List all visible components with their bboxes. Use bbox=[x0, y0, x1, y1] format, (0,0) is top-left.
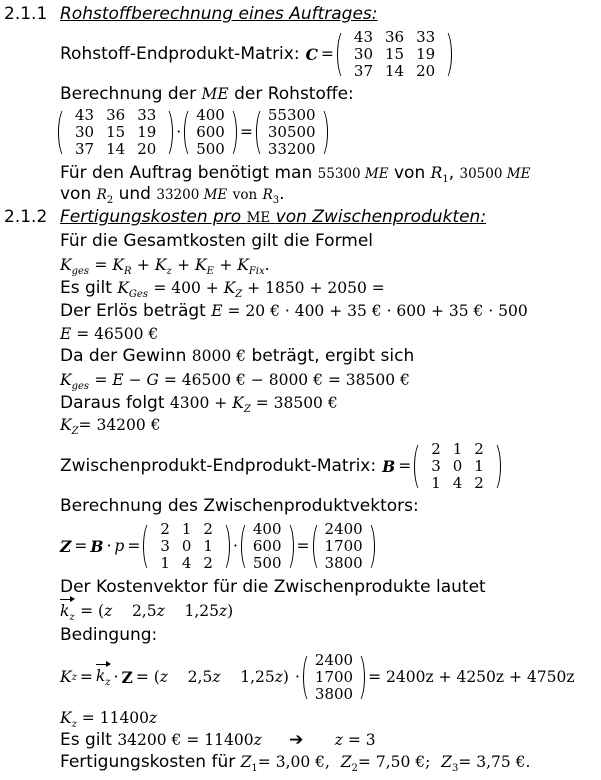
gewinn-line: Da der Gewinn 8000 € beträgt, ergibt sich bbox=[60, 346, 415, 366]
matrix-cell: 2 bbox=[474, 439, 484, 458]
matrix-b-copy bbox=[143, 521, 230, 572]
order-vector-2 bbox=[241, 521, 294, 572]
matrix-cell: 1 bbox=[160, 553, 170, 572]
matrix-cell: 30500 bbox=[267, 122, 316, 141]
matrix-cell: 43 bbox=[353, 27, 374, 46]
calc-label: Berechnung der ME der Rohstoffe: bbox=[60, 84, 354, 104]
matrix-cell: 3 bbox=[160, 536, 170, 555]
matrix-b-definition: Zwischenprodukt-Endprodukt-Matrix: B = 2 1 2 3 0 1 1 4 2 bbox=[60, 438, 501, 494]
order-vector bbox=[184, 107, 237, 158]
matrix-cell: 33 bbox=[137, 105, 157, 124]
matrix-cell: 400 bbox=[196, 105, 225, 124]
matrix-cell: 19 bbox=[137, 122, 157, 141]
matrix-cell: 14 bbox=[106, 139, 126, 158]
matrix-cell: 37 bbox=[75, 139, 95, 158]
matrix-cell: 1 bbox=[474, 456, 484, 475]
matrix-cell: 15 bbox=[385, 44, 405, 63]
formula: $K_{ges} = K_R + K_z + K_E + K_{Fix}$. bbox=[60, 256, 270, 277]
z-vector-copy bbox=[303, 652, 365, 703]
matrix-cell: 30 bbox=[75, 122, 95, 141]
matrix-cell: 400 bbox=[252, 519, 282, 538]
matrix-cell: 2 bbox=[203, 553, 213, 572]
matrix-cell: 3800 bbox=[324, 553, 363, 572]
erloes-line: Der Erlös beträgt E = 20 € · 400 + 35 € · 600 + 35 € · 500 bbox=[60, 301, 528, 321]
matrix-cell: 2 bbox=[160, 519, 170, 538]
kges-line: Es gilt $K_{Ges} = 400 + K_Z + 1850 + 2050$ = bbox=[60, 278, 385, 300]
matrix-cell: 2400 bbox=[314, 650, 354, 669]
matrix-cell: 600 bbox=[252, 536, 282, 555]
matrix-c-definition: Rohstoff-Endprodukt-Matrix: C = 43 36 33 30 15 19 37 14 20 bbox=[60, 26, 452, 82]
kz-result: $K_Z= 34200$ € bbox=[60, 416, 161, 437]
section-title: Rohstoffberechnung eines Auftrages: bbox=[60, 4, 378, 24]
arrow-right-icon: ➔ bbox=[289, 730, 304, 750]
z-label: Berechnung des Zwischenproduktvektors: bbox=[60, 496, 419, 516]
matrix-cell: 2400 bbox=[324, 519, 363, 538]
matrix-cell: 600 bbox=[196, 122, 225, 141]
result-vector bbox=[256, 107, 328, 158]
matrix-cell: 36 bbox=[385, 27, 405, 46]
kv-label: Der Kostenvektor für die Zwischenprodukte lautet bbox=[60, 577, 486, 597]
matrix-cell: 19 bbox=[416, 44, 436, 63]
matrix-label: Zwischenprodukt-Endprodukt-Matrix: bbox=[60, 456, 377, 476]
matrix-cell: 33200 bbox=[267, 139, 316, 158]
matrix-cell: 0 bbox=[181, 536, 192, 555]
matrix-cell: 1 bbox=[452, 439, 463, 458]
matrix-cell: 30 bbox=[353, 44, 374, 63]
daraus-line: Daraus folgt $4300 + K_Z = 38500$ € bbox=[60, 393, 338, 415]
matrix-c bbox=[337, 29, 452, 80]
bedingung: Bedingung: bbox=[60, 625, 158, 645]
kz-sum: $K_z = 11400z$ bbox=[60, 709, 158, 730]
final-line: Fertigungskosten für $Z_1= 3,00$ €, $Z_2= 7,50$ €; $Z_3= 3,75$ €. bbox=[60, 752, 531, 774]
section-number: 2.1.1 bbox=[4, 4, 48, 24]
section-title: Fertigungskosten pro ME von Zwischenprodukten: bbox=[60, 207, 487, 227]
matrix-cell: 2 bbox=[203, 519, 213, 538]
matrix-label: Rohstoff-Endprodukt-Matrix: bbox=[60, 44, 300, 64]
matrix-cell: 14 bbox=[385, 61, 405, 80]
matrix-cell: 500 bbox=[196, 139, 225, 158]
conclusion-line-1: Für den Auftrag benötigt man 55300 ME von $R_1$, 30500 ME bbox=[60, 163, 531, 185]
z-vector bbox=[313, 521, 375, 572]
conclusion-line-2: von $R_2$ und 33200 ME von $R_3$. bbox=[60, 184, 285, 206]
matrix-cell: 4 bbox=[181, 553, 192, 572]
matrix-cell: 37 bbox=[353, 61, 374, 80]
kges-result: $K_{ges} = E - G = 46500$ € − 8000 € = 38500 € bbox=[60, 371, 410, 392]
matrix-cell: 1700 bbox=[314, 667, 354, 686]
matrix-cell: 3800 bbox=[314, 684, 354, 703]
kv-definition: $k_z = (z$ 2,5z 1,25z) bbox=[60, 601, 233, 628]
matrix-cell: 33 bbox=[416, 27, 436, 46]
matrix-cell: 500 bbox=[252, 553, 282, 572]
matrix-cell: 4 bbox=[452, 473, 463, 492]
rohstoff-calculation: 43 36 33 30 15 19 37 14 20 · 400 600 500 = 55300 30500 33200 bbox=[58, 104, 328, 160]
matrix-cell: 2 bbox=[474, 473, 484, 492]
section-number: 2.1.2 bbox=[4, 207, 48, 227]
matrix-cell: 1700 bbox=[324, 536, 363, 555]
formula-intro: Für die Gesamtkosten gilt die Formel bbox=[60, 231, 374, 251]
matrix-cell: 20 bbox=[137, 139, 157, 158]
matrix-cell: 3 bbox=[431, 456, 441, 475]
matrix-cell: 2 bbox=[431, 439, 441, 458]
matrix-cell: 20 bbox=[416, 61, 436, 80]
matrix-cell: 1 bbox=[203, 536, 213, 555]
matrix-cell: 43 bbox=[75, 105, 95, 124]
matrix-symbol: C bbox=[305, 44, 318, 64]
matrix-cell: 1 bbox=[181, 519, 192, 538]
matrix-cell: 1 bbox=[431, 473, 441, 492]
solve-line: Es gilt 34200 € = 11400z ➔ z = 3 bbox=[60, 730, 376, 750]
matrix-cell: 15 bbox=[106, 122, 126, 141]
erloes-result: E = 46500 € bbox=[60, 325, 159, 343]
matrix-cell: 36 bbox=[106, 105, 126, 124]
kz-condition: K z = $k_z$ · Z = (z 2,5z 1,25z) · 2400 1700 3800 = 2400z + 4250z + 4750z bbox=[60, 650, 575, 703]
z-calculation: Z = B · p = 2 1 2 3 0 1 1 4 2 · 400 600 500 = 2400 1700 3800 bbox=[60, 518, 375, 574]
matrix-cell: 55300 bbox=[267, 105, 316, 124]
matrix-b bbox=[414, 441, 501, 492]
matrix-c-copy bbox=[58, 107, 173, 158]
matrix-cell: 0 bbox=[452, 456, 463, 475]
